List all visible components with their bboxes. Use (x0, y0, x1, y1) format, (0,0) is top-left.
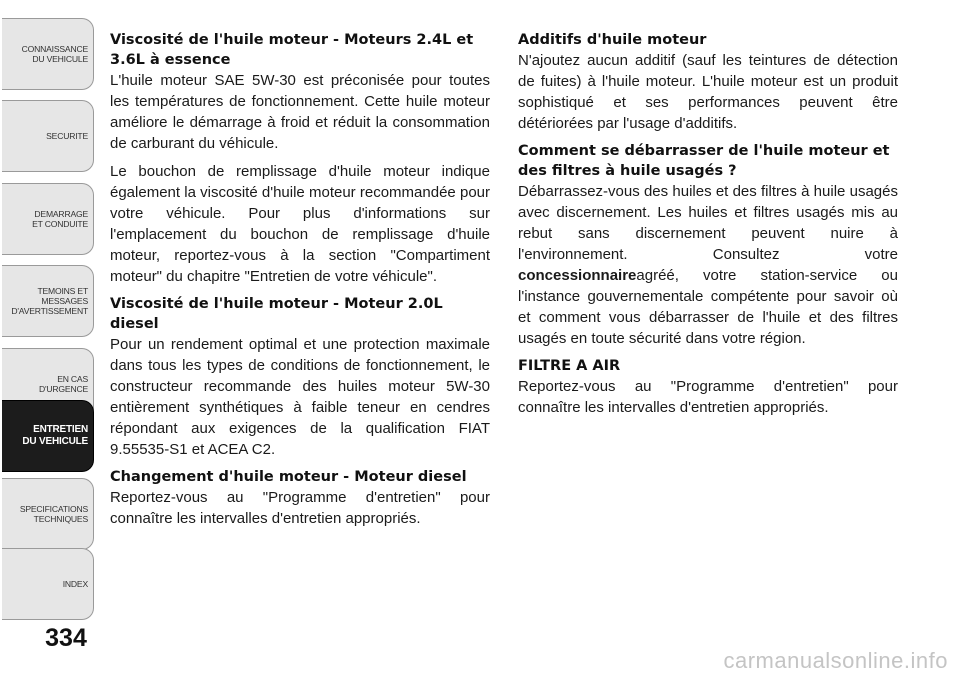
tab-label: SECURITE (46, 131, 88, 141)
paragraph: L'huile moteur SAE 5W-30 est préconisée pour toutes les températures de fonctionnement. Cette huile moteur améliore le démarrage à froid et réduit la consommation de carburant du véhicule. (110, 72, 490, 152)
left-column (110, 30, 490, 536)
section-heading: Comment se débarrasser de l'huile moteur et des filtres à huile usagés ? (518, 143, 890, 179)
section-heading: Changement d'huile moteur - Moteur diesel (110, 469, 467, 485)
tab-entretien-du-vehicule[interactable] (2, 400, 94, 472)
tab-label: TEMOINS ET MESSAGES D'AVERTISSEMENT (11, 286, 88, 316)
dealer-term: concessionnaire (518, 267, 637, 284)
page-number: 334 (45, 624, 87, 652)
tab-label: DEMARRAGE ET CONDUITE (32, 209, 88, 229)
text-run: agréé, votre station-service ou l'instance gouvernementale compétente pour savoir où et comment vous débarrasser de l'huile et des filtres usagés en toute sécurité dans votre région. (518, 267, 898, 347)
tab-label: INDEX (62, 579, 88, 589)
section-heading: Viscosité de l'huile moteur - Moteur 2.0L diesel (110, 296, 443, 332)
paragraph: Reportez-vous au "Programme d'entretien" pour connaître les intervalles d'entretien appropriés. (518, 378, 898, 416)
paragraph: Pour un rendement optimal et une protection maximale dans tous les types de conditions de fonctionnement, le constructeur recommande des huiles moteur 5W-30 entièrement synthétiques à faible teneur en cendres répondant aux exigences de la qualification FIAT 9.55535-S1 et ACEA C2. (110, 336, 490, 458)
tab-securite[interactable] (2, 100, 94, 172)
section-heading: Viscosité de l'huile moteur - Moteurs 2.4L et 3.6L à essence (110, 32, 474, 68)
tab-label: SPECIFICATIONS TECHNIQUES (19, 504, 88, 524)
paragraph: Le bouchon de remplissage d'huile moteur indique également la viscosité d'huile moteur recommandée pour votre véhicule. Pour plus d'informations sur l'emplacement du bouchon de remplissage d'huile moteur, reportez-vous à la section "Compartiment moteur" du chapitre "Entretien de votre véhicule". (110, 163, 490, 285)
tab-demarrage-et-conduite[interactable] (2, 183, 94, 255)
paragraph: Reportez-vous au "Programme d'entretien" pour connaître les intervalles d'entretien appropriés. (110, 489, 490, 527)
tab-specifications-techniques[interactable] (2, 478, 94, 550)
paragraph: N'ajoutez aucun additif (sauf les teintures de détection de fuites) à l'huile moteur. L'huile moteur est un produit sophistiqué et ses performances peuvent être détériorées par l'usage d'additifs. (518, 52, 898, 132)
tab-connaissance-du-vehicule[interactable] (2, 18, 94, 90)
text-run: Débarrassez-vous des huiles et des filtres à huile usagés avec discernement. Les huiles et filtres usagés mis au rebut sans discernement peuvent nuire à l'environnement. Consultez votre (518, 183, 898, 263)
paragraph (518, 181, 898, 349)
right-column (518, 30, 898, 425)
tab-label: ENTRETIEN DU VEHICULE (22, 424, 88, 447)
section-heading: FILTRE A AIR (518, 358, 621, 374)
tab-index[interactable] (2, 548, 94, 620)
tab-label: EN CAS D'URGENCE (38, 374, 88, 394)
section-heading: Additifs d'huile moteur (518, 32, 707, 48)
tab-temoins-et-messages[interactable] (2, 265, 94, 337)
chapter-sidebar (0, 0, 97, 620)
tab-label: CONNAISSANCE DU VEHICULE (21, 44, 88, 64)
watermark: carmanualsonline.info (723, 648, 948, 673)
